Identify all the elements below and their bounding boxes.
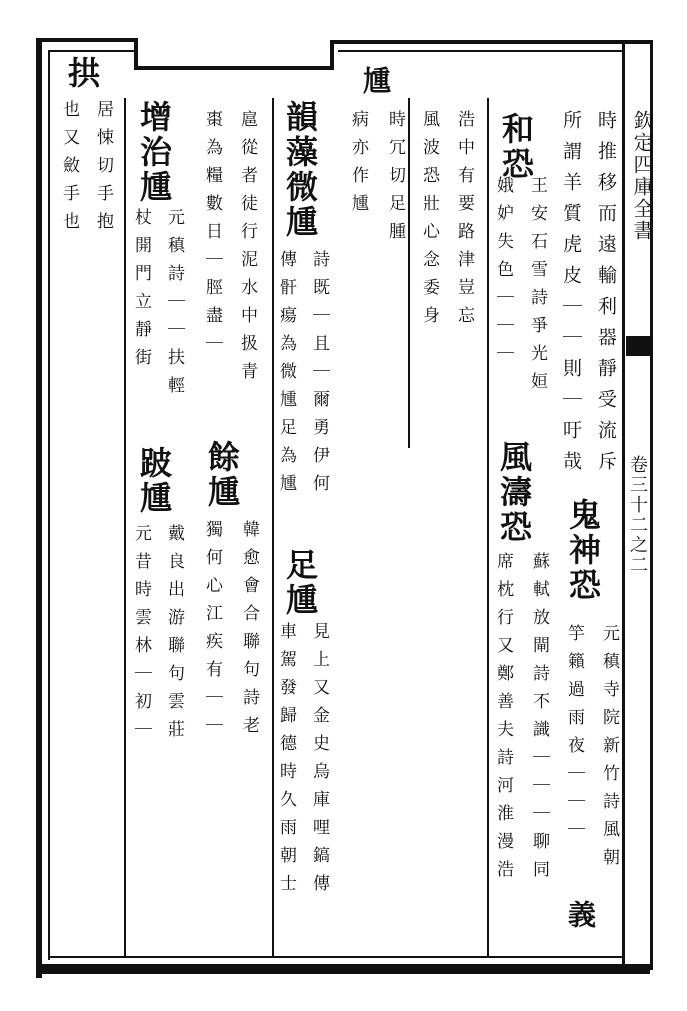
headword: 風濤恐 (495, 440, 533, 545)
headword: 韻藻微尰 (281, 100, 319, 240)
column-rule (272, 98, 274, 958)
border-top-middle (134, 66, 334, 70)
text-column: 時推移而遠輸利器靜受流斥 (595, 110, 617, 482)
column-rule (408, 98, 410, 448)
headword: 足尰 (281, 548, 319, 618)
text-column: 蘇軾放閘詩不識｜｜｜聊同 (529, 552, 549, 888)
text-column: 獨何心江疾有｜｜ (202, 520, 222, 744)
text-column: 王安石雪詩爭光姮 (527, 176, 547, 400)
headword: 尰 (359, 66, 392, 97)
text-column: 元昔時雲林｜初｜ (131, 524, 151, 748)
text-column: 竽籟過雨夜｜｜｜ (564, 624, 584, 848)
text-column: 居悚切手抱 (93, 100, 113, 240)
headword: 鬼神恐 (564, 498, 602, 603)
text-column: 席枕行又鄭善夫詩河淮漫浩 (493, 552, 513, 888)
text-column: 棗為糧數日｜脛盡｜ (202, 110, 222, 362)
border-top-right (330, 40, 650, 44)
border-bottom (36, 964, 650, 974)
text-column: 車駕發歸德時久雨朝士 (276, 622, 296, 902)
text-column: 扈從者徒行泥水中扱青 (237, 110, 257, 390)
text-column: 元稹詩｜｜扶輕 (164, 208, 184, 404)
text-column: 元稹寺院新竹詩風朝 (599, 624, 619, 876)
headword: 跛尰 (135, 446, 173, 516)
text-column: 戴良出游聯句雲莊 (164, 524, 184, 748)
border-right (622, 40, 625, 970)
margin-chapter: 卷三十二之二 (627, 455, 648, 575)
inner-bottom-line (48, 956, 622, 958)
headword: 增治尰 (135, 100, 173, 205)
column-rule (487, 98, 489, 958)
text-column: 娥妒失色｜｜｜ (493, 176, 513, 372)
text-column: 時冗切足腫 (385, 110, 405, 250)
text-column: 杖開門立靜街 (131, 208, 151, 376)
text-column: 風波恐壯心念委身 (419, 110, 439, 334)
headword: 拱 (63, 56, 101, 91)
fishtail-mark (626, 336, 652, 356)
headword: 義 (564, 900, 597, 931)
margin-title: 欽定四庫全書 (630, 110, 654, 242)
border-top-left (36, 38, 136, 42)
headword: 餘尰 (203, 440, 241, 510)
text-column: 病亦作尰 (348, 110, 368, 222)
inner-top-line-left (48, 50, 136, 52)
border-step-right (330, 40, 334, 70)
inner-left-line (48, 50, 50, 960)
text-column: 詩既｜且｜爾勇伊何 (309, 250, 329, 502)
text-column: 所謂羊質虎皮｜｜則｜吁哉 (560, 110, 582, 482)
column-rule (124, 98, 126, 958)
headword: 和恐 (497, 112, 535, 182)
text-column: 傳骭瘍為微尰足為尰 (276, 250, 296, 502)
text-column: 見上又金史烏庫哩鎬傳 (309, 622, 329, 902)
border-left (36, 38, 42, 978)
text-column: 韓愈會合聯句詩老 (239, 520, 259, 744)
inner-top-line-right (338, 50, 622, 52)
text-column: 也又斂手也 (59, 100, 79, 240)
text-column: 浩中有要路津豈忘 (454, 110, 474, 334)
